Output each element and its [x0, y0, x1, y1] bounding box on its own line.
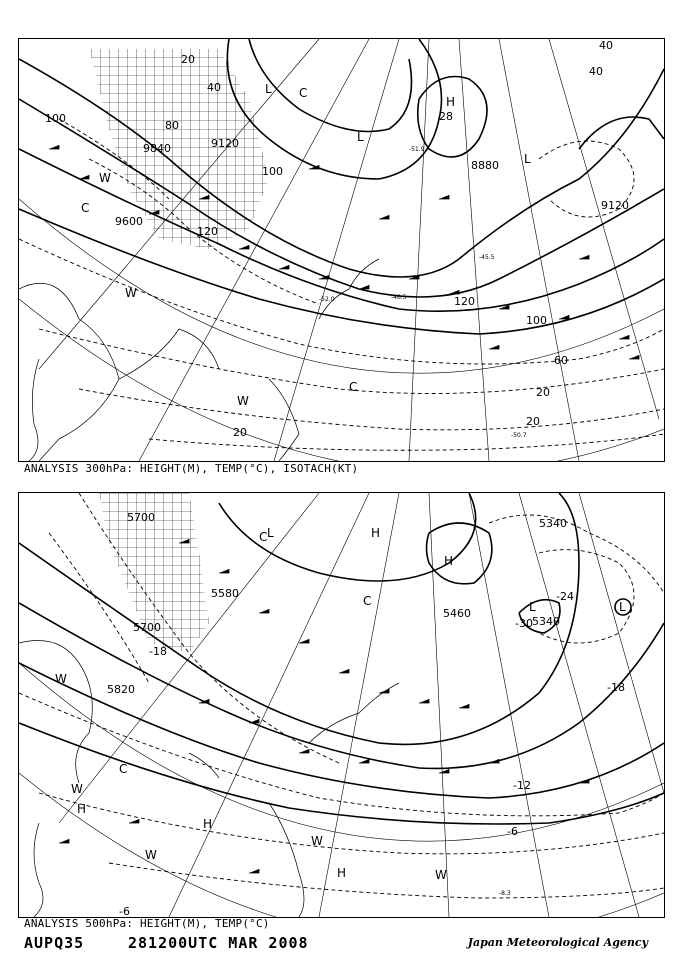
warm-center: W — [125, 286, 137, 300]
cold-center: C — [119, 762, 128, 776]
temp-labels — [319, 146, 527, 439]
height-label: 5340 — [532, 615, 560, 628]
isotach-label: 20 — [233, 426, 247, 439]
temp-label: -30 — [515, 617, 533, 630]
chart-id: AUPQ35 — [24, 934, 85, 952]
warm-center: W — [71, 782, 83, 796]
isotach-label: 40 — [207, 81, 221, 94]
high-center: H — [446, 95, 456, 109]
isotach-label: 20 — [181, 53, 195, 66]
height-label: 9120 — [601, 199, 629, 212]
caption-300hpa: ANALYSIS 300hPa: HEIGHT(M), TEMP(°C), ISOTACH(KT) — [24, 462, 359, 475]
low-center: L — [265, 82, 272, 96]
high-center-value: 28 — [439, 110, 453, 123]
map-500hpa — [19, 493, 664, 917]
height-label: 8880 — [471, 159, 499, 172]
temp-label: -6 — [119, 905, 130, 917]
chart-300hpa — [18, 38, 665, 462]
high-center: H — [371, 526, 381, 540]
isotach-label: 100 — [262, 165, 283, 178]
agency-credit: Japan Meteorological Agency — [467, 936, 648, 949]
low-center: L — [357, 130, 364, 144]
cold-center: C — [349, 380, 358, 394]
temp-label: -24 — [556, 590, 574, 603]
cold-center: C — [363, 594, 372, 608]
height-label: 5820 — [107, 683, 135, 696]
isotach-label: 40 — [589, 65, 603, 78]
height-label: 5460 — [443, 607, 471, 620]
isotach-label: 100 — [45, 112, 66, 125]
temp-label: -8.3 — [499, 890, 511, 897]
temp-label: -6 — [507, 825, 518, 838]
warm-center: W — [145, 848, 157, 862]
height-label: 9840 — [143, 142, 171, 155]
low-center: L — [529, 600, 536, 614]
chart-500hpa — [18, 492, 665, 918]
temp-label: -18 — [607, 681, 625, 694]
isotach-label: 40 — [599, 39, 613, 52]
low-center: L — [524, 152, 531, 166]
caption-500hpa: ANALYSIS 500hPa: HEIGHT(M), TEMP(°C) — [24, 917, 270, 930]
isotach-label: 120 — [197, 225, 218, 238]
isotach-label: 20 — [536, 386, 550, 399]
warm-center: W — [99, 171, 111, 185]
height-label: 5700 — [127, 511, 155, 524]
high-center: H — [444, 554, 454, 568]
temp-label: -12 — [513, 779, 531, 792]
isotach-label: 20 — [526, 415, 540, 428]
temp-label: -46.5 — [391, 294, 407, 301]
temp-label: -18 — [149, 645, 167, 658]
temp-label: -51.9 — [409, 146, 425, 153]
warm-center: W — [55, 672, 67, 686]
high-center: H — [77, 802, 87, 816]
map-300hpa — [19, 39, 664, 461]
temp-label: -52.0 — [319, 296, 335, 303]
temp-label: -50.7 — [511, 432, 527, 439]
cold-center: C — [81, 201, 90, 215]
warm-center: W — [311, 834, 323, 848]
height-label: 5340 — [539, 517, 567, 530]
valid-time: 281200UTC MAR 2008 — [128, 934, 309, 952]
isotach-label: 60 — [554, 354, 568, 367]
height-label: 5700 — [133, 621, 161, 634]
isotach-label: 100 — [526, 314, 547, 327]
isotach-label: 120 — [454, 295, 475, 308]
height-label: 9120 — [211, 137, 239, 150]
height-label: 5580 — [211, 587, 239, 600]
cold-center: C — [299, 86, 308, 100]
temp-label: -45.5 — [479, 254, 495, 261]
warm-center: W — [237, 394, 249, 408]
cold-center: C — [259, 530, 268, 544]
height-label: 9600 — [115, 215, 143, 228]
isotach-label: 80 — [165, 119, 179, 132]
high-center: H — [337, 866, 347, 880]
low-center: L — [619, 600, 626, 614]
low-center: L — [267, 526, 274, 540]
warm-center: W — [435, 868, 447, 882]
high-center: H — [203, 817, 213, 831]
